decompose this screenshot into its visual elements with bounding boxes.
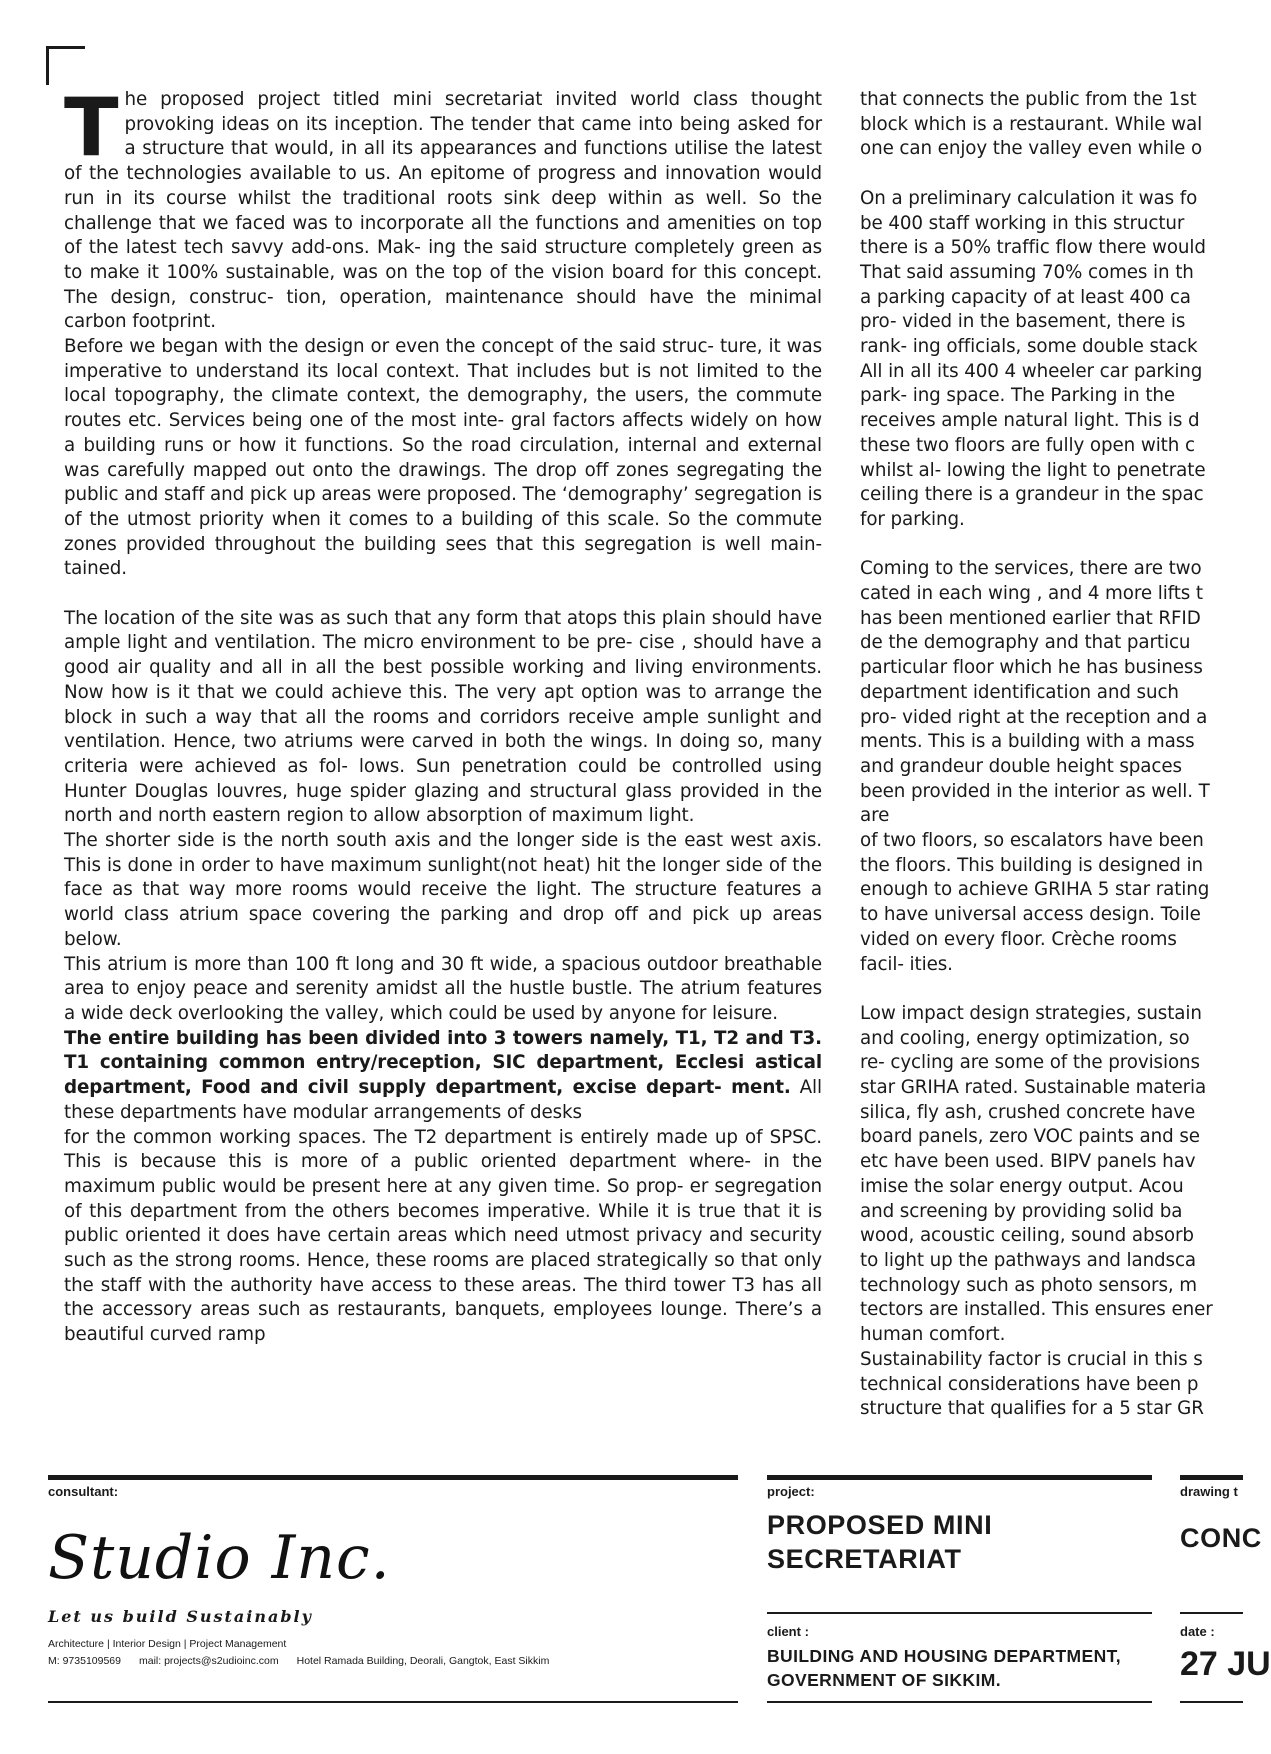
- body-line: pro- vided in the basement, there is: [860, 311, 1186, 333]
- body-line: rank- ing officials, some double stack: [860, 336, 1198, 358]
- body-line: technology such as photo sensors, m: [860, 1274, 1197, 1296]
- body-column-right: [860, 88, 1260, 1422]
- contact-line: [48, 1655, 567, 1667]
- date-label: date :: [1180, 1624, 1215, 1639]
- body-paragraph: [860, 88, 1260, 162]
- body-paragraph: [860, 557, 1260, 977]
- contact-phone: M: 9735109569: [48, 1655, 121, 1667]
- body-line: ceiling there is a grandeur in the spac: [860, 484, 1204, 506]
- body-line: On a preliminary calculation it was fo: [860, 187, 1198, 209]
- body-line: human comfort.: [860, 1324, 1006, 1346]
- body-line: silica, fly ash, crushed concrete have: [860, 1101, 1196, 1123]
- body-line: facil- ities.: [860, 953, 953, 975]
- consultant-rule: [48, 1475, 738, 1480]
- body-line: tectors are installed. This ensures ener: [860, 1299, 1213, 1321]
- body-line: ments. This is a building with a mass: [860, 731, 1195, 753]
- drop-cap: T: [64, 81, 119, 174]
- body-paragraph: [64, 335, 822, 582]
- body-text: he proposed project titled mini secretariat invited world class thought provoking ideas on its inception. The tender that came into being asked for a structure that would, in all its appearances and functions utilise the latest of the technologies available to us. An epitome of progress and innovation would run in its course whilst the traditional roots sink deep within as well. So the challenge that we faced was to incorporate all the functions and amenities on top of the latest tech savvy add-ons. Mak- ing the said structure completely green as to make it 100% sustainable, was on the top of the vision board for this concept. The design, construc- tion, operation, maintenance should have the minimal carbon footprint.: [64, 89, 822, 333]
- body-line: block which is a restaurant. While wal: [860, 113, 1203, 135]
- body-line: has been mentioned earlier that RFID: [860, 607, 1201, 629]
- contact-address: Hotel Ramada Building, Deorali, Gangtok, East Sikkim: [296, 1655, 550, 1667]
- client-name-line1: BUILDING AND HOUSING DEPARTMENT,: [767, 1646, 1122, 1666]
- body-line: technical considerations have been p: [860, 1373, 1199, 1395]
- body-text: This atrium is more than 100 ft long and 30 ft wide, a spacious outdoor breathable area to enjoy peace and serenity amidst all the hustle bustle. The atrium features a wide deck overlooking the valley, which could be used by anyone for leisure.: [64, 953, 822, 1024]
- body-column-left: [64, 81, 822, 1348]
- corner-crop-mark: [46, 46, 85, 85]
- project-rule: [767, 1475, 1152, 1480]
- body-paragraph: [64, 953, 822, 1027]
- body-paragraph: [860, 1348, 1260, 1422]
- body-line: a parking capacity of at least 400 ca: [860, 286, 1191, 308]
- body-line: one can enjoy the valley even while o: [860, 138, 1203, 160]
- body-line: imise the solar energy output. Acou: [860, 1175, 1184, 1197]
- body-line: whilst al- lowing the light to penetrate: [860, 459, 1206, 481]
- project-name-line2: SECRETARIAT: [767, 1544, 962, 1574]
- body-paragraph: [64, 1027, 822, 1126]
- client-label: client :: [767, 1624, 809, 1639]
- body-line: star GRIHA rated. Sustainable materia: [860, 1077, 1207, 1099]
- body-line: vided on every floor. Crèche rooms: [860, 928, 1177, 950]
- body-line: Sustainability factor is crucial in this s: [860, 1348, 1203, 1370]
- studio-logo: Studio Inc.: [48, 1523, 391, 1593]
- body-line: and grandeur double height spaces: [860, 755, 1182, 777]
- logo-tagline: Let us build Sustainably: [48, 1607, 313, 1626]
- body-line: of two floors, so escalators have been: [860, 830, 1204, 852]
- body-text: All these departments have modular arrangements of desks: [64, 1077, 822, 1123]
- body-paragraph: [64, 829, 822, 953]
- project-name-line1: PROPOSED MINI: [767, 1510, 993, 1540]
- body-paragraph: [64, 81, 822, 335]
- body-paragraph: [860, 1002, 1260, 1348]
- body-line: department identification and such: [860, 681, 1179, 703]
- body-line: to light up the pathways and landsca: [860, 1250, 1197, 1271]
- consultant-label: consultant:: [48, 1484, 119, 1499]
- body-text: The shorter side is the north south axis and the longer side is the east west axis. This is done in order to have maximum sunlight(not heat) hit the longer side of the face as that way more rooms would receive the light. The structure features a world class atrium space covering the parking and drop off and pick up areas below.: [64, 830, 822, 950]
- date-value: 27 JU: [1180, 1645, 1271, 1683]
- body-line: board panels, zero VOC paints and se: [860, 1126, 1200, 1148]
- body-line: All in all its 400 4 wheeler car parking: [860, 360, 1203, 382]
- body-line: for parking.: [860, 508, 965, 530]
- date-bottom-rule: [1180, 1701, 1243, 1703]
- body-line: the floors. This building is designed in: [860, 854, 1203, 876]
- consultant-bottom-rule: [48, 1701, 738, 1703]
- client-bottom-rule: [767, 1701, 1152, 1703]
- client-rule: [767, 1612, 1152, 1614]
- body-line: de the demography and that particu: [860, 632, 1191, 654]
- client-name-line2: GOVERNMENT OF SIKKIM.: [767, 1670, 1001, 1690]
- body-line: wood, acoustic ceiling, sound absorb: [860, 1225, 1194, 1247]
- body-line: pro- vided right at the reception and a: [860, 706, 1208, 728]
- body-text: The location of the site was as such that any form that atops this plain should have ample light and ventilation. The micro environment to be pre- cise , should have a good air quality and all in all the best possible working and living environments. Now how is it that we could achieve this. The very apt option was to arrange the block in such a way that all the rooms and corridors receive ample sunlight and ventilation. Hence, two atriums were carved in both the wings. In doing so, many criteria were achieved as fol- lows. Sun penetration could be controlled using Hunter Douglas louvres, huge spider glazing and structural glass provided in the north and north eastern region to allow absorption of maximum light.: [64, 607, 822, 827]
- body-line: re- cycling are some of the provisions: [860, 1052, 1200, 1074]
- body-line: been provided in the interior as well. T: [860, 780, 1210, 802]
- body-line: particular floor which he has business: [860, 657, 1203, 679]
- body-line: enough to achieve GRIHA 5 star rating: [860, 879, 1210, 901]
- services-list: Architecture | Interior Design | Project Management: [48, 1638, 287, 1650]
- body-line: Low impact design strategies, sustain: [860, 1002, 1202, 1024]
- drawing-rule: [1180, 1475, 1243, 1480]
- body-line: that connects the public from the 1st: [860, 89, 1197, 110]
- project-label: project:: [767, 1484, 815, 1499]
- date-rule: [1180, 1612, 1243, 1614]
- body-text: Before we began with the design or even the concept of the said struc- ture, it was imperative to understand its local context. That includes but is not limited to the local topography, the climate context, the demography, the users, the commute routes etc. Services being one of the most inte- gral factors affects widely on how a building runs or how it functions. So the road circulation, internal and external was carefully mapped out onto the drawings. The drop off zones segregating the public and staff and pick up areas were proposed. The ‘demography’ segregation is of the utmost priority when it comes to a building of this scale. So the commute zones provided throughout the building sees that this segregation is well main- tained.: [64, 336, 822, 580]
- body-line: and cooling, energy optimization, so: [860, 1027, 1190, 1049]
- body-line: park- ing space. The Parking in the: [860, 385, 1176, 407]
- body-line: there is a 50% traffic flow there would: [860, 237, 1206, 259]
- body-line: be 400 staff working in this structur: [860, 212, 1185, 234]
- drawing-title-label: drawing t: [1180, 1484, 1238, 1499]
- body-line: structure that qualifies for a 5 star GR: [860, 1398, 1204, 1420]
- body-line: etc have been used. BIPV panels hav: [860, 1151, 1196, 1173]
- body-text: for the common working spaces. The T2 department is entirely made up of SPSC. This is because this is more of a public oriented department where- in the maximum public would be present here at any given time. So prop- er segregation of this department from the others becomes imperative. While it is true that it is public oriented it does have certain areas which need utmost privacy and security such as the strong rooms. Hence, these rooms are placed strategically so that only the staff with the authority have access to these areas. The third tower T3 has all the accessory areas such as restaurants, banquets, employees lounge. There’s a beautiful curved ramp: [64, 1126, 822, 1346]
- body-paragraph: [64, 1126, 822, 1348]
- body-line: these two floors are fully open with c: [860, 434, 1195, 456]
- body-line: and screening by providing solid ba: [860, 1200, 1183, 1222]
- drawing-title-value: CONC: [1180, 1523, 1262, 1553]
- contact-mail: mail: projects@s2udioinc.com: [138, 1655, 279, 1667]
- body-bold-text: The entire building has been divided into 3 towers namely, T1, T2 and T3. T1 containing common entry/reception, SIC department, Ecclesi astical department, Food and civil supply department, excise depart- ment.: [64, 1027, 822, 1099]
- body-line: to have universal access design. Toile: [860, 904, 1201, 926]
- body-line: are: [860, 805, 890, 827]
- body-line: That said assuming 70% comes in th: [860, 261, 1194, 283]
- body-paragraph: [860, 187, 1260, 533]
- body-line: cated in each wing , and 4 more lifts t: [860, 583, 1203, 605]
- body-paragraph: [64, 607, 822, 829]
- body-line: Coming to the services, there are two: [860, 558, 1202, 580]
- body-line: receives ample natural light. This is d: [860, 410, 1200, 432]
